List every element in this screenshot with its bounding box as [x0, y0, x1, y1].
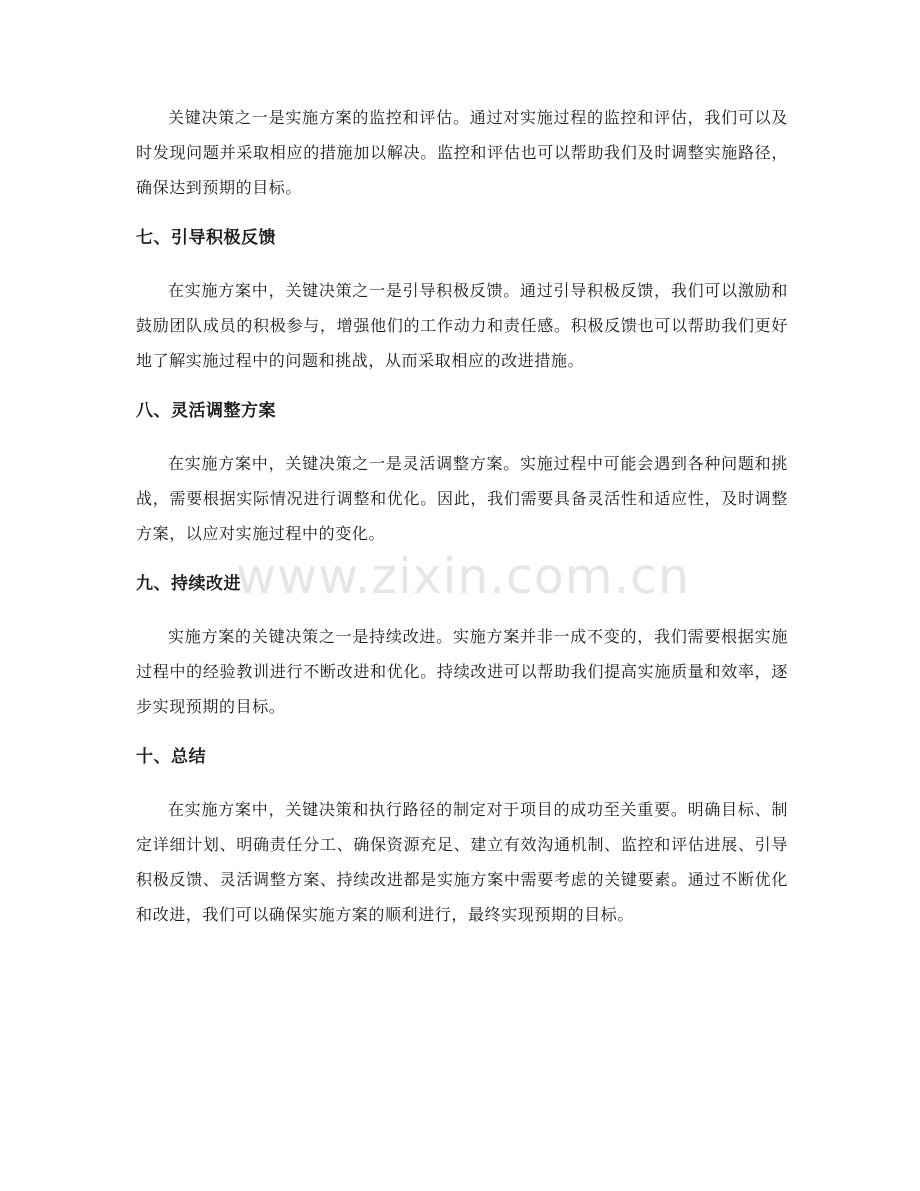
paragraph-monitoring: 关键决策之一是实施方案的监控和评估。通过对实施过程的监控和评估，我们可以及时发现问题并采取相应的措施加以解决。监控和评估也可以帮助我们及时调整实施路径，确保达到预期的目标。	[136, 108, 788, 197]
paragraph-section-8: 在实施方案中，关键决策之一是灵活调整方案。实施过程中可能会遇到各种问题和挑战，需要根据实际情况进行调整和优化。因此，我们需要具备灵活性和适应性，及时调整方案，以应对实施过程中的变化。	[136, 454, 788, 543]
paragraph-section-7: 在实施方案中，关键决策之一是引导积极反馈。通过引导积极反馈，我们可以激励和鼓励团队成员的积极参与，增强他们的工作动力和责任感。积极反馈也可以帮助我们更好地了解实施过程中的问题和挑战，从而采取相应的改进措施。	[136, 281, 788, 370]
paragraph-section-10: 在实施方案中，关键决策和执行路径的制定对于项目的成功至关重要。明确目标、制定详细计划、明确责任分工、确保资源充足、建立有效沟通机制、监控和评估进展、引导积极反馈、灵活调整方案、持续改进都是实施方案中需要考虑的关键要素。通过不断优化和改进，我们可以确保实施方案的顺利进行，最终实现预期的目标。	[136, 800, 788, 924]
heading-section-10: 十、总结	[136, 747, 206, 767]
paragraph-section-9: 实施方案的关键决策之一是持续改进。实施方案并非一成不变的，我们需要根据实施过程中的经验教训进行不断改进和优化。持续改进可以帮助我们提高实施质量和效率，逐步实现预期的目标。	[136, 627, 788, 716]
heading-section-9: 九、持续改进	[136, 574, 241, 594]
watermark: www.zixin.com.cn	[236, 548, 691, 605]
heading-section-8: 八、灵活调整方案	[136, 401, 276, 421]
document-body	[136, 100, 788, 932]
heading-section-7: 七、引导积极反馈	[136, 228, 276, 248]
